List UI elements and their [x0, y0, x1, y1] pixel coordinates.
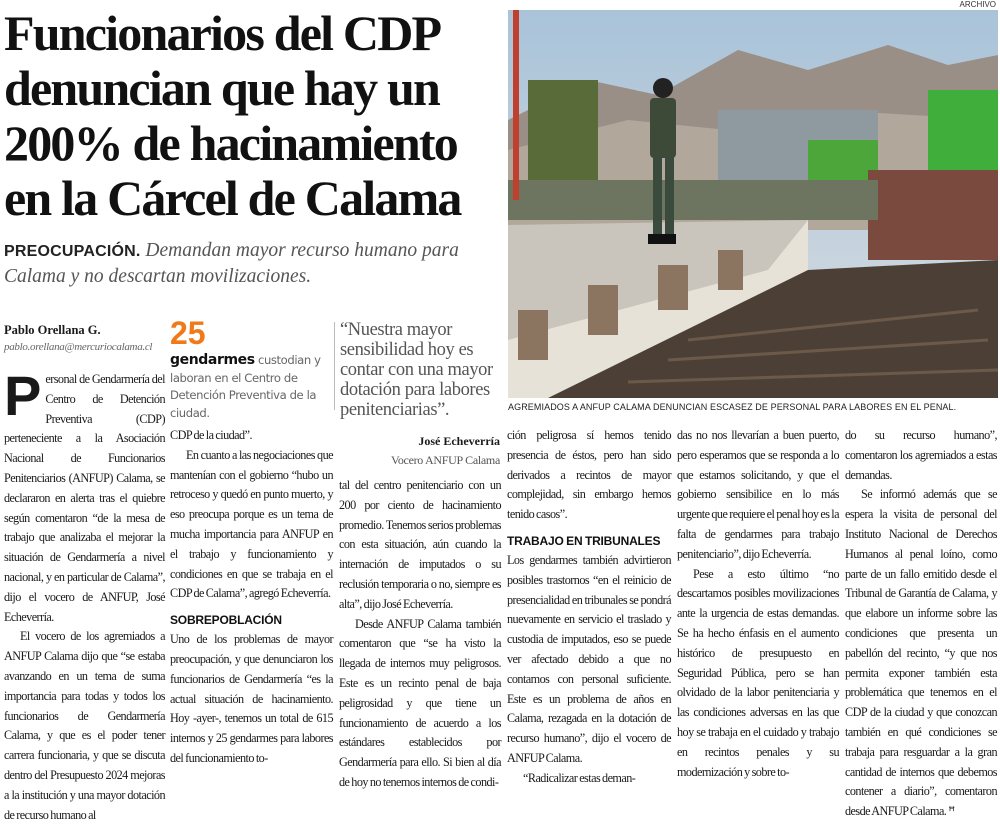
column-6 [845, 426, 997, 822]
paragraph: ción peligrosa sí hemos tenido presencia de éstos, pero han sido derivados a recintos de mayor complejidad, sin embargo hemos tenido casos”. [507, 428, 671, 522]
author-email[interactable]: pablo.orellana@mercuriocalama.cl [4, 341, 153, 353]
subheading: SOBREPOBLACIÓN [170, 613, 282, 628]
paragraph: do su recurso humano”, comentaron los agremiados a estas demandas. [845, 428, 997, 482]
paragraph: das no nos llevarían a buen puerto, pero esperamos que se responda a lo que estamos solicitando, y que el gobierno sensibilice en lo más urgente que requiere el penal hoy es la falta de gendarmes para trabajo penitenciario”, dijo Echeverría. [677, 428, 839, 561]
headline: Funcionarios del CDP denuncian que hay un 200% de hacinamiento en la Cárcel de Calama [4, 5, 461, 226]
kicker: PREOCUPACIÓN. [4, 243, 141, 260]
paragraph [845, 485, 997, 822]
quote-role: Vocero ANFUP Calama [391, 453, 500, 467]
paragraph: Los gendarmes también advirtieron posibles trastornos “en el reinicio de presencialidad en tribunales se pondrá nuevamente en servicio el traslado y custodia de imputados, eso se puede ver afectado debido a que no contamos con personal suficiente. Este es un problema de años en Calama, rezagada en la dotación de recurso humano”, dijo el vocero de ANFUP Calama. [507, 552, 671, 765]
column-4 [507, 426, 671, 789]
photo-caption: AGREMIADOS A ANFUP CALAMA DENUNCIAN ESCASEZ DE PERSONAL PARA LABORES EN EL PENAL. [508, 402, 957, 412]
fact-text: custodian y laboran en el Centro de Detención Preventiva de la ciudad. [170, 353, 321, 420]
column-1 [4, 364, 165, 825]
article-photo [508, 10, 998, 398]
end-mark-icon: ꟸ [948, 804, 955, 819]
paragraph: Uno de los problemas de mayor preocupación, y que denunciaron los funcionarios de Gendarmería “es la actual situación de hacinamiento. Hoy -ayer-, tenemos un total de 615 internos y 25 gendarmes para labores del funcionamiento to- [170, 632, 333, 765]
paragraph: En cuanto a las negociaciones que mantenían con el gobierno “hubo un retroceso y quedó en punto muerto, y eso preocupa porque es un tema de mucha importancia para ANFUP en el trabajo y funcionamiento y condiciones en que se trabaja en el CDP de Calama”, agregó Echeverría. [170, 447, 333, 601]
paragraph: CDP de la ciudad”. [170, 428, 252, 442]
paragraph: Pese a esto último “no descartamos posibles movilizaciones ante la urgencia de estas demandas. Se ha hecho énfasis en el aumento histórico de presupuesto en Seguridad Pública, pero se han olvidado de la labor penitenciaria y las condiciones adversas en las que hoy se trabaja en el cuidado y trabajo en recintos penales y su modernización y sobre to- [677, 566, 839, 779]
fact-number: 25 [170, 315, 206, 351]
paragraph: “Radicalizar estas deman- [523, 770, 636, 785]
column-5 [677, 426, 839, 782]
prison-rooftop-photo [508, 10, 998, 398]
byline [4, 322, 169, 355]
pull-quote: “Nuestra mayor sensibilidad hoy es contar con una mayor dotación para labores penitenciarias”. [340, 320, 493, 420]
fact-box [170, 352, 333, 422]
paragraph: El vocero de los agremiados a ANFUP Calama dijo que “se estaba avanzando en un tema de suma importancia para todas y todos los funcionarios de Gendarmería Calama, y que es el poder tener carrera funcionaria, y que se discuta dentro del Presupuesto 2024 mejoras a la institución y una mayor dotación de recurso humano al [4, 629, 165, 822]
deck: Demandan mayor recurso humano para Calama y no descartan movilizaciones. [4, 240, 459, 287]
paragraph: ersonal de Gendarmería del Centro de Detención Preventiva (CDP) perteneciente a la Asociación Nacional de Funcionarios Penitenciarios (ANFUP) Calama, se declararon en alerta tras el quiebre según comentaron “de la mesa de trabajo que analizaba el mejorar la situación de Gendarmería a nivel nacional, y en particular de Calama”, dijo el vocero de ANFUP, José Echeverría. [4, 372, 165, 624]
paragraph: Desde ANFUP Calama también comentaron que “se ha visto la llegada de internos muy peligrosos. Este es un recinto penal de baja peligrosidad y que tiene un funcionamiento de acuerdo a los estándares establecidos por Gendarmería para ello. Si bien al día de hoy no tenemos internos de condi- [339, 616, 501, 789]
drop-cap: P [4, 364, 42, 427]
divider [334, 322, 335, 410]
column-3 [339, 476, 501, 793]
column-2 [170, 426, 333, 769]
subheading: TRABAJO EN TRIBUNALES [507, 533, 661, 548]
quote-attribution [340, 432, 500, 470]
lede [4, 238, 504, 289]
fact-bold: gendarmes [170, 352, 255, 368]
author-name: Pablo Orellana G. [4, 323, 101, 337]
photo-credit: ARCHIVO [959, 0, 996, 9]
paragraph: tal del centro penitenciario con un 200 por ciento de hacinamiento promedio. Tenemos serios problemas con esta situación, aún cuando la internación de imputados o su reclusión temporaria o no, siempre es alta”, dijo José Echeverría. [339, 478, 501, 611]
paragraph-text: Se informó además que se espera la visita de personal del Instituto Nacional de Derechos Humanos al penal loíno, como parte de un fallo emitido desde el Tribunal de Garantía de Calama, y que elabore un informe sobre las condiciones que presenta un pabellón del recinto, “y que nos permita exponer también esta problemática que tenemos en el CDP de la ciudad y que conozcan también en qué condiciones se trabaja para resguardar a la gran cantidad de internos que debemos contener a diario”, comentaron desde ANFUP Calama. [845, 487, 997, 819]
quote-name: José Echeverría [418, 434, 500, 448]
